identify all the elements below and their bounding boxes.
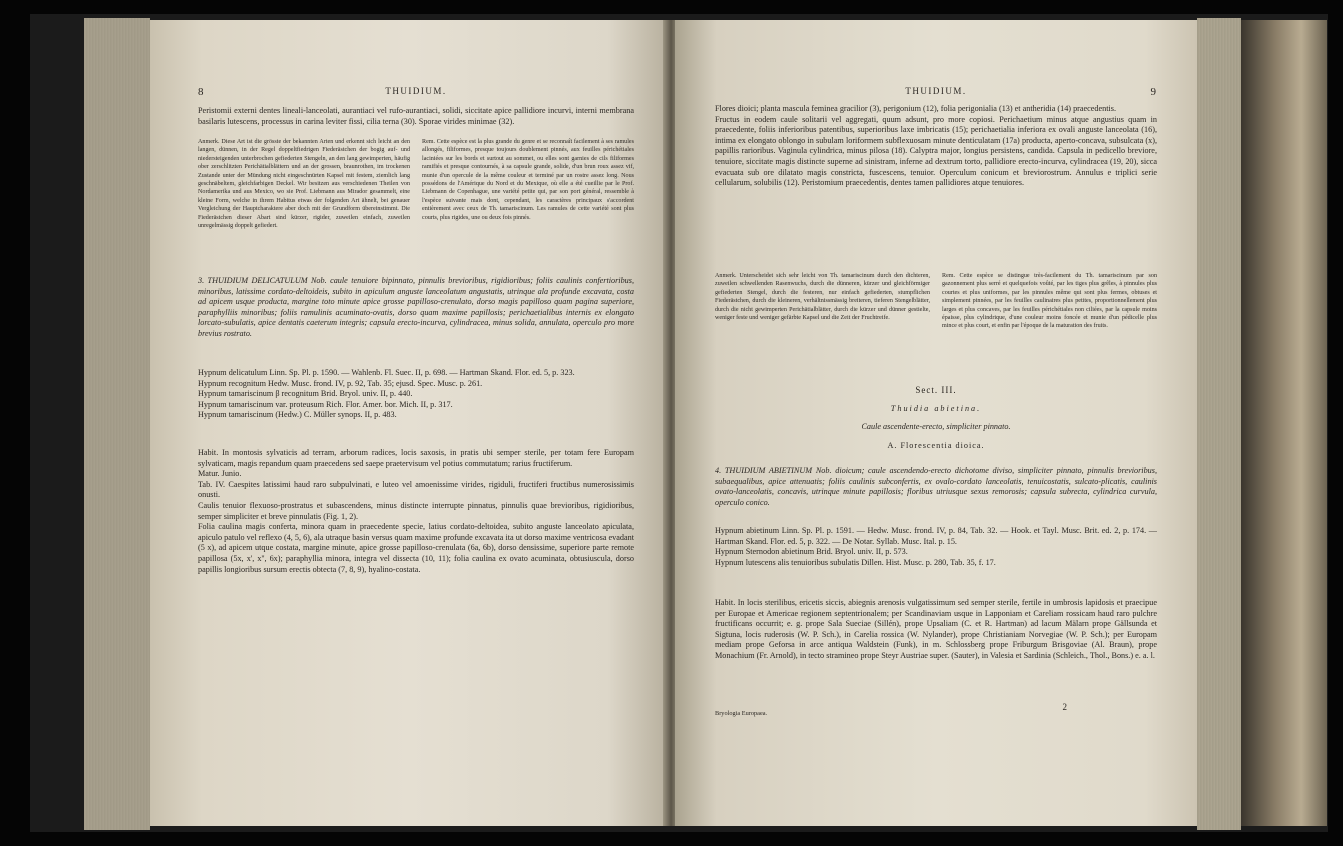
section-number: Sect. III. [915, 385, 957, 395]
right-page-header [715, 86, 1157, 100]
footer-imprint: Bryologia Europaea. [715, 710, 768, 717]
left-body-text [198, 448, 634, 575]
left-page-edges [84, 18, 150, 830]
folia-paragraph: Folia caulina magis conferta, minora quam in praecedente specie, latius cordato-deltoidea, subito anguste lanceolato apiculata, apiculo patulo vel reflexo (4, 5, 6), ala utraque basin versus quam maxime profunde excavata ita ut dorso maxime ventricosa evadant (5 x), ad apicem utque costata, margine minute, apice grosse papilloso-crenulata (6a, 6b), dorso densissime, superiore parte remote papillosa (5x, x', x'', 6x); paraphyllia minora, integra vel dissecta (10, 11); folia caulina ex ovato acuminata, obtusiuscula, dorso papillis longioribus sursum erectis obtecta (7, 8, 9), hyalino-costata. [198, 522, 634, 574]
synonym-entry: Hypnum lutescens alis tenuioribus subulatis Dillen. Hist. Musc. p. 280, Tab. 35, f. 17. [715, 557, 996, 567]
book-cover-edge [1241, 20, 1327, 826]
right-upper-text [715, 104, 1157, 189]
synonym-entry: Hypnum tamariscinum var. proteusum Rich. Flor. Amer. bor. Mich. II, p. 317. [198, 399, 453, 409]
right-notes-columns [715, 272, 1157, 331]
flores-paragraph: Flores dioici; planta mascula feminea gracilior (3), perigonium (12), folia perigonialia (13) et antheridia (14) praecedentis. [715, 104, 1117, 113]
right-running-head: THUIDIUM. [905, 86, 967, 96]
fructus-paragraph: Fructus in eodem caule solitarii vel aggregati, quum adsunt, pro more copiosi. Perichaetium minus atque angustius quam in praecedente, foliis inferioribus patentibus, superioribus laxe imbricatis (15); perichaetialia inferiora ex ovali anguste lanceolata (16), intima ex elongato oblongo in subulam loriformem subflexuosam minute denticulatam (17a) producta, aperto-concava, subsulcata (x), papillis rarioribus. Vaginula cylindrica, minus pilosa (18). Calyptra major, longius persistens, candida. Capsula in pedicello breviore, tenuiore, siccitate magis distincte superne ad sinistram, inferne ad dextrum torto, pallidiore erecto-incurva, cylindracea (19, 20), sicca evacuata sub ore dilatato magis constricta, fuscescens, tenuior. Operculum conicum et breviorostrum. Annulus e triplici serie cellularum, solubilis (12). Peristomium praecedentis, dentes tamen pallidiores atque tenuiores. [715, 114, 1157, 188]
left-species-description: 3. THUIDIUM DELICATULUM Nob. caule tenuiore bipinnato, pinnulis brevioribus, rigidioribus; foliis caulinis confertioribus, minoribus, latissime cordato-deltoideis, subito in apiculum anguste lanceolatum angustatis, utrinque ala profunde excavata, costa ad apicem usque producta, margine toto minute apice grosse papilloso-crenulato, dorso magis papilloso quam pagina superiore, paraphylliis minoribus; foliis ramulinis acuminato-ovatis, dorso quam maxime papillosis; perichaetialibus internis ex elongato lorcato-subulatis, apice dentatis caeterum integris; capsula erecto-incurva, cylindracea, minus solida, annulata, operculo pro more brevius rostrato. [198, 276, 634, 338]
left-note-german: Anmerk. Diese Art ist die grösste der bekannten Arten und erkennt sich leicht an den langen, dünnen, in der Regel doppeltfiedrigen Fiederästchen der bogig auf- und niedersteigenden unterbrochen gefiederten Stengeln, an den lang gewimperten, häufig ober zerschlitzten Perichätialblättern und an der grossen, braunrothen, im trockenen Zustande unter der Mündung nicht eingeschnürten Kapsel mit festem, ziemlich lang geschnäbeltem, gleichfarbigen Deckel. Wir besitzen aus verschiedenen Theilen von Nordamerika und aus Mexico, wo sie Prof. Liebmann aus Mirador gesammelt, eine kleine Form, welche in ihrem Habitus etwas der folgenden Art ähnelt, bei genauer Vergleichung der Hauptcharaktere aber doch mit der Grundform übereinstimmt. Die Fiederästchen dieser Abart sind kürzer, rigider, zuweilen einfach, zuweilen unregelmässig doppelt gefiedert. [198, 139, 410, 230]
right-habitat-paragraph: Habit. In locis sterilibus, ericetis siccis, abiegnis arenosis vulgatissimum sed semper sterile, fertile in umbrosis lapidosis et praecipue per Europae et Americae regionem septentrionalem; per Scandinaviam usque in Lapponiam et Careliam rossicam haud raro pulchre fructificans occurrit; e. g. prope Sala Sueciae (Sillén), prope Upsaliam (C. et R. Hartman) ad lacum Mälarn prope Gällsunda et Sigtuna, locis ruderosis (W. P. Sch.), in Carelia rossica (W. Nylander), prope Christianiam Norvegiae (W. P. Sch.); per Europam mediam prope Geforsa in arce antiqua Waldstein (Funk), in m. Schlossberg prope Friburgum Brisgoviae (Al. Braun), prope Monachium (Fr. Arnold), in tecto stramineo prope Steyr Austriae super. (Sauter), in Valesia et Sardinia (Schleich., Thol., Bons.) e. a. l. [715, 598, 1157, 660]
florescence-subheading: A. Florescentia dioica. [887, 440, 985, 450]
left-page [150, 20, 670, 826]
maturation-line: Matur. Junio. [198, 469, 242, 479]
caulis-paragraph: Caulis tenuior flexuoso-prostratus et subascendens, minus distincte interrupte pinnatus, pinnulis quae brevioribus, rigidioribus, semper simpliciter et breve pinnulatis (Fig. 1, 2). [198, 500, 634, 521]
left-page-number: 8 [198, 86, 205, 98]
right-page-number: 9 [1150, 86, 1157, 98]
synonym-entry: Hypnum recognitum Hedw. Musc. frond. IV, p. 92, Tab. 35; ejusd. Spec. Musc. p. 261. [198, 378, 483, 388]
right-species-description: 4. THUIDIUM ABIETINUM Nob. dioicum; caule ascendendo-erecto dichotome diviso, simpliciter pinnato, pinnulis brevioribus, subaequalibus, apice attenuatis; foliis caulinis subconfertis, ex ovalo-cordato lanceolatis, tenuicostatis, sulcato-plicatis, caulinis ovato-lanceolatis, concavis, utrinque minute papillosis; floribus utriusque sexus remorosis; capsula subrecta, cylindrica curvula, operculo conico. [715, 466, 1157, 507]
left-note-french: Rem. Cette espèce est la plus grande du genre et se reconnaît facilement à ses ramules allongés, filiformes, presque toujours doublement pinnés, aux feuilles périchétiales laciniées sur les bords et surtout au sommet, ou elles sont garnies de cils filiformes ramifiés et presque contournés, à sa capsule grande, solide, d'un brun roux assez vif, munie d'un opercule de la même couleur et terminé par un rostre assez long. Nous possédons de l'Amérique du Nord et du Mexique, où elle a été cueillie par le Prof. Liebmann de Copenhague, une variété petite qui, par son port général, ressemble à l'espèce suivante mais dont, cependant, les caractères principaux s'accordent entièrement avec ceux de Th. tamariscinum. Les ramules de cette variété sont plus courts, plus rigides, une ou deux fois pinnés. [422, 139, 634, 221]
habitat-paragraph: Habit. In montosis sylvaticis ad terram, arborum radices, locis saxosis, in pratis ubi semper sterile, per totam fere Europam sylvaticam, magis repandum quam praecedens sed saepe praetervisum vel potius commutatum; rarius fructiferum. [198, 448, 634, 468]
right-note-french: Rem. Cette espèce se distingue très-facilement du Th. tamariscinum par son gazonnement plus serré et quelquefois voûté, par les tiges plus grêles, à pinnules plus courtes et plus uniformes, par les pinnules même qui sont plus fermes, obtuses et simplement pinnées, par les feuilles caulinaires plus petites, proportionnellement plus larges et plus concaves, par les feuilles périchétiales non ciliées, par la capsule moins épaisse, plus cylindrique, d'une couleur moins foncée et munie d'un pédicelle plus mince et plus court, et enfin par l'époque de la maturation des fruits. [942, 273, 1157, 330]
synonym-entry: Hypnum tamariscinum β recognitum Brid. Bryol. univ. II, p. 440. [198, 389, 413, 399]
right-note-german: Anmerk. Unterscheidet sich sehr leicht von Th. tamariscinum durch den dichteren, zuweilen schwellenden Rasenwuchs, durch die dünneren, kürzer und gleichförmiger gefiederten Stengel, durch die festeren, nur einfach gefiederten, stumpflichen Fiederästchen, durch die kleineren, verhältnissmässig breiteren, tieferen Stengelblätter, durch die nicht gewimperten Perichätialblätter, durch die kürzer und dünner gestielte, weniger feste und weniger gefärbte Kapsel und die Zeit der Fruchtreife. [715, 273, 930, 322]
left-intro-paragraph: Peristomii externi dentes lineali-lanceolati, aurantiaci vel rufo-aurantiaci, solidi, siccitate apice pallidiore incurvi, interni membrana basilaris lutescens, processus in carina leviter fissi, cilia terna (30). Sporae virides minimae (32). [198, 106, 634, 126]
section-name: Thuidia abietina. [890, 403, 982, 413]
synonym-entry: Hypnum delicatulum Linn. Sp. Pl. p. 1590. — Wahlenb. Fl. Suec. II, p. 698. — Hartman Skand. Flor. ed. 5, p. 323. [198, 368, 575, 377]
tab-paragraph: Tab. IV. Caespites latissimi haud raro subpulvinati, e luteo vel amoenissime virides, rigiduli, fructiferi fructibus numerosissimis onusti. [198, 479, 634, 500]
section-description: Caule ascendente-erecto, simpliciter pinnato. [861, 422, 1011, 432]
right-page [675, 20, 1197, 826]
left-running-head: THUIDIUM. [385, 86, 447, 96]
synonym-entry: Hypnum Sternodon abietinum Brid. Bryol. univ. II, p. 573. [715, 547, 908, 557]
signature-mark: 2 [1062, 702, 1067, 712]
synonym-entry: Hypnum abietinum Linn. Sp. Pl. p. 1591. — Hedw. Musc. frond. IV, p. 84, Tab. 32. — Hook. et Tayl. Musc. Brit. ed. 2, p. 174. — Hartman Skand. Flor. ed. 5, p. 322. — De Notar. Syllab. Musc. Ital. p. 15. [715, 526, 1157, 546]
right-synonym-list [715, 526, 1157, 568]
left-synonym-list [198, 368, 634, 421]
synonym-entry: Hypnum tamariscinum (Hedw.) C. Müller synops. II, p. 483. [198, 410, 397, 420]
left-page-header [198, 86, 634, 100]
section-heading-block [715, 385, 1157, 451]
left-notes-columns [198, 138, 634, 230]
right-page-edges [1197, 18, 1241, 830]
